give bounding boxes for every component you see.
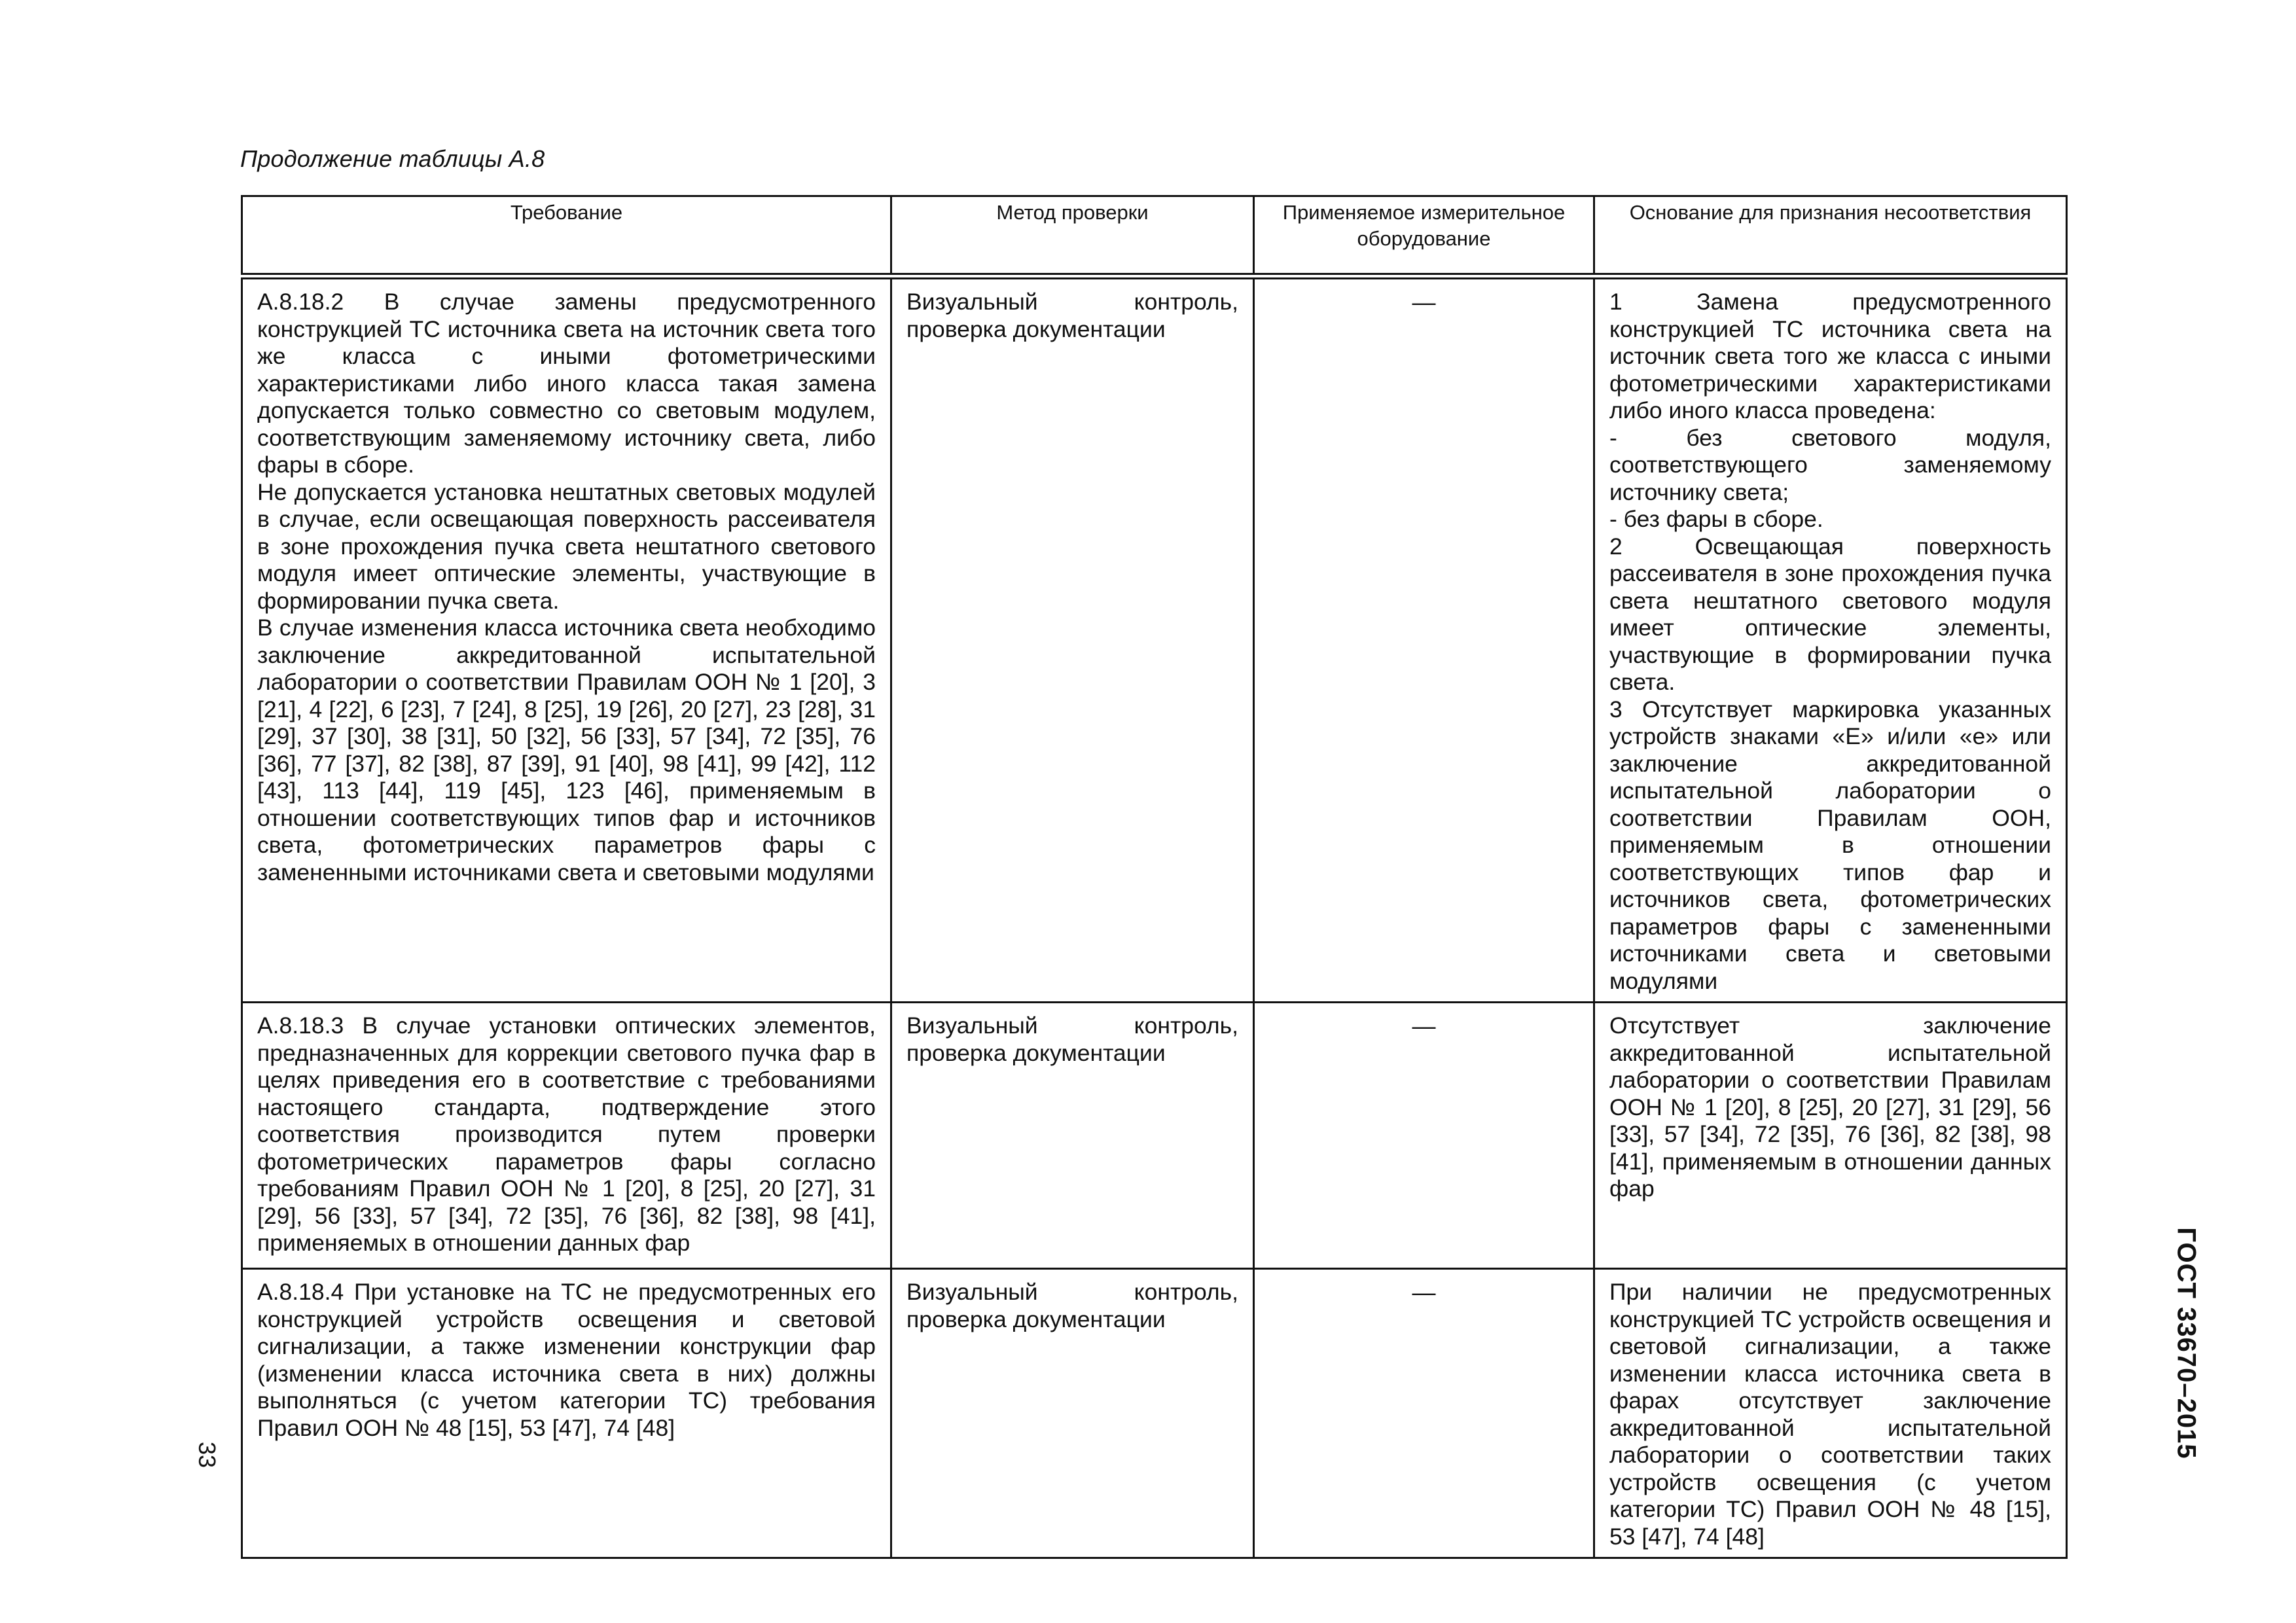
- cell-requirement: [242, 1003, 891, 1269]
- table-header-row: [242, 196, 2067, 277]
- cell-method: [891, 276, 1254, 1003]
- cell-equipment: [1254, 1003, 1594, 1269]
- cell-requirement: [242, 276, 891, 1003]
- basis-paragraph: Отсутствует заключение аккредитованной испытательной лаборатории о соответствии Правилам ООН № 1 [20], 8 [25], 20 [27], 31 [29], 56 [33], 57 [34], 72 [35], 76 [36], 82 [38], 98 [41], применяемым в отношении данных фар: [1609, 1012, 2051, 1202]
- equipment-dash: —: [1412, 1012, 1436, 1039]
- cell-requirement: [242, 1269, 891, 1558]
- requirement-paragraph: А.8.18.4 При установке на ТС не предусмотренных его конструкцией устройств освещения и световой сигнализации, а также изменении конструкции фар (изменении класса источника света в них) должны выполняться (с учетом категории ТС) требования Правил ООН № 48 [15], 53 [47], 74 [48]: [257, 1279, 876, 1441]
- cell-equipment: [1254, 1269, 1594, 1558]
- cell-basis: [1594, 1269, 2067, 1558]
- table-row: [242, 1003, 2067, 1269]
- equipment-dash: —: [1412, 1279, 1436, 1306]
- header-equipment: Применяемое измерительное оборудование: [1254, 196, 1594, 277]
- standard-id: ГОСТ 33670–2015: [2172, 1227, 2201, 1459]
- requirement-paragraph: А.8.18.2 В случае замены предусмотренного конструкцией ТС источника света на источник света того же класса с иными фотометрическими характеристиками либо иного класса такая замена допускается только совместно со световым модулем, соответствующим заменяемому источнику света, либо фары в сборе.: [257, 289, 876, 478]
- method-text: Визуальный контроль, проверка документации: [906, 289, 1238, 342]
- method-text: Визуальный контроль, проверка документации: [906, 1012, 1238, 1066]
- method-text: Визуальный контроль, проверка документации: [906, 1279, 1238, 1332]
- requirement-paragraph: А.8.18.3 В случае установки оптических элементов, предназначенных для коррекции светового пучка фар в целях приведения его в соответствие с требованиями настоящего стандарта, подтверждение этого соответствия производится путем проверки фотометрических параметров фары согласно требованиям Правил ООН № 1 [20], 8 [25], 20 [27], 31 [29], 56 [33], 57 [34], 72 [35], 76 [36], 82 [38], 98 [41], применяемых в отношении данных фар: [257, 1012, 876, 1256]
- page-number: 33: [194, 1441, 221, 1469]
- basis-paragraph: 2 Освещающая поверхность рассеивателя в зоне прохождения пучка света нештатного светового модуля имеет оптические элементы, участвующие в формировании пучка света.: [1609, 533, 2051, 695]
- equipment-dash: —: [1412, 289, 1436, 315]
- basis-paragraph: 3 Отсутствует маркировка указанных устройств знаками «Е» и/или «е» или заключение аккредитованной испытательной лаборатории о соответствии Правилам ООН, применяемым в отношении соответствующих типов фар и источников света, фотометрических параметров фары с замененными источниками света и световыми модулями: [1609, 696, 2051, 994]
- cell-basis: [1594, 1003, 2067, 1269]
- requirements-table: [241, 195, 2068, 1559]
- basis-paragraph: При наличии не предусмотренных конструкцией ТС устройств освещения и световой сигнализации, а также изменении класса источника света в фарах отсутствует заключение аккредитованной испытательной лаборатории о соответствии таких устройств освещения (с учетом категории ТС) Правил ООН № 48 [15], 53 [47], 74 [48]: [1609, 1279, 2051, 1550]
- basis-paragraph: - без фары в сборе.: [1609, 506, 1823, 532]
- table-caption: Продолжение таблицы А.8: [240, 145, 545, 172]
- table-row: [242, 276, 2067, 1003]
- cell-basis: [1594, 276, 2067, 1003]
- header-basis: Основание для признания несоответствия: [1594, 196, 2067, 277]
- header-method: Метод проверки: [891, 196, 1254, 277]
- basis-paragraph: 1 Замена предусмотренного конструкцией ТС источника света на источник света того же класса с иными фотометрическими характеристиками либо иного класса проведена:: [1609, 289, 2051, 423]
- table-row: [242, 1269, 2067, 1558]
- requirement-paragraph: Не допускается установка нештатных световых модулей в случае, если освещающая поверхность рассеивателя в зоне прохождения пучка света нештатного светового модуля имеет оптические элементы, участвующие в формировании пучка света.: [257, 478, 876, 614]
- requirement-paragraph: В случае изменения класса источника света необходимо заключение аккредитованной испытательной лаборатории о соответствии Правилам ООН № 1 [20], 3 [21], 4 [22], 6 [23], 7 [24], 8 [25], 19 [26], 20 [27], 23 [28], 31 [29], 37 [30], 38 [31], 50 [32], 56 [33], 57 [34], 72 [35], 76 [36], 77 [37], 82 [38], 87 [39], 91 [40], 98 [41], 99 [42], 112 [43], 113 [44], 119 [45], 123 [46], применяемым в отношении соответствующих типов фар и источников света, фотометрических параметров фары с замененными источниками света и световыми модулями: [257, 615, 876, 885]
- cell-equipment: [1254, 276, 1594, 1003]
- header-requirement: Требование: [242, 196, 891, 277]
- cell-method: [891, 1003, 1254, 1269]
- basis-paragraph: - без светового модуля, соответствующего заменяемому источнику света;: [1609, 424, 2051, 505]
- cell-method: [891, 1269, 1254, 1558]
